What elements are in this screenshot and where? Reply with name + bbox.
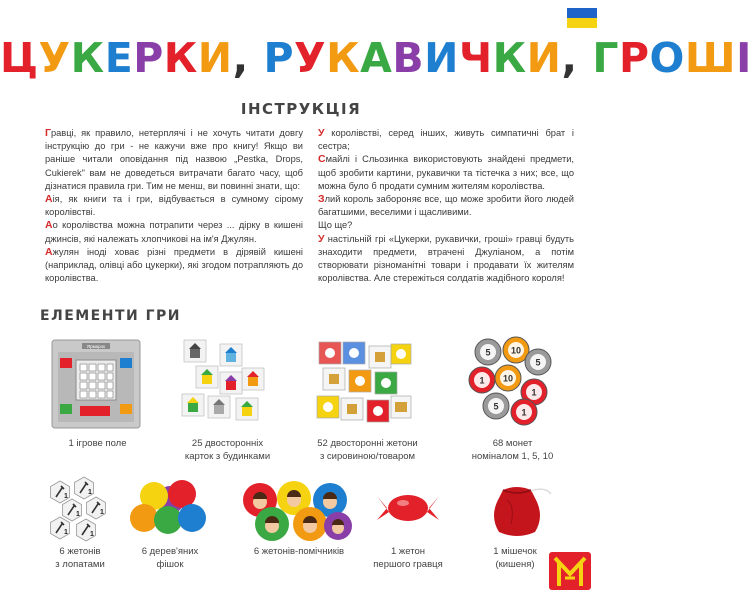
title-letter: И	[424, 34, 459, 82]
title-letter: И	[197, 34, 233, 82]
coin-value: 10	[502, 373, 514, 384]
item-label: 1 жетон першого гравця	[373, 546, 443, 570]
paragraph-text: майлі і Сльозинка використовують знайдені предмети, щоб зробити картини, рукавички та тістечка з них; все, що можна було б продати сумним жителям королівства.	[318, 154, 574, 191]
shovel-token-value: 1	[88, 489, 92, 496]
publisher-logo-icon	[545, 548, 595, 594]
intro-right-column	[318, 127, 574, 285]
title-letter: Ч	[459, 34, 493, 82]
title-letter: Е	[104, 34, 134, 82]
title-letter: Р	[133, 34, 164, 82]
paragraph-text: ія, як книги та і гри, відбувається в сумному сірому королівстві.	[45, 194, 303, 218]
shovel-token-value: 1	[64, 493, 68, 500]
item-label: 6 жетонів-помічників	[253, 546, 345, 557]
paragraph-text: королівстві, серед інших, живуть симпатичні брат і сестра;	[318, 128, 574, 152]
instructions-heading: ІНСТРУКЦІЯ	[240, 100, 362, 118]
paragraph	[318, 219, 574, 232]
wooden-pawn	[178, 504, 206, 532]
item-house-cards	[170, 438, 285, 463]
item-label: 1 ігрове поле	[68, 438, 127, 449]
wooden-pawn	[168, 480, 196, 508]
title-letter: К	[70, 34, 105, 82]
coin-value: 1	[479, 375, 485, 386]
first-player-token-image	[375, 488, 441, 528]
coin	[469, 367, 495, 393]
ukraine-flag-icon	[567, 8, 597, 28]
drop-cap: А	[45, 193, 53, 206]
title-letter: Р	[263, 34, 295, 82]
item-helper-tokens	[236, 546, 362, 559]
title-letter: К	[492, 34, 527, 82]
item-label: 68 монет номіналом 1, 5, 10	[471, 438, 554, 462]
paragraph-text: равці, як правило, нетерплячі і не хочуть читати довгу інструкцію до гри - не кажучи вже про книгу! Якщо ви раніше читали оповідання під назвою „Pestka, Drops, Cukierek" вам не доведеться витрачати багато часу, щоб дізнатися правила гри. Тим не менш, ви повинні знати, що:	[45, 128, 303, 191]
item-label: 6 жетонів з лопатами	[55, 546, 105, 570]
game-board-image	[50, 338, 142, 430]
item-label: 52 двосторонні жетони з сировиною/товаром	[317, 438, 418, 462]
item-label: 6 дерев'яних фішок	[141, 546, 199, 570]
title-letter: К	[163, 34, 198, 82]
item-first-player-token	[365, 546, 451, 571]
coin-value: 5	[535, 357, 541, 368]
item-game-board	[45, 438, 150, 451]
paragraph-text: Що ще?	[318, 220, 353, 231]
coin-value: 10	[510, 345, 522, 356]
helper-tokens-image	[242, 478, 354, 542]
title-letter: У	[38, 34, 71, 82]
title-letter	[249, 34, 264, 82]
title-letter	[578, 34, 593, 82]
coin	[475, 339, 501, 365]
components-heading: ЕЛЕМЕНТИ ГРИ	[40, 308, 182, 324]
board-label: Ярмарок	[86, 344, 106, 349]
paragraph	[45, 246, 303, 286]
house-cards-image	[180, 338, 270, 428]
drop-cap: У	[318, 127, 325, 139]
drop-cap: С	[318, 153, 326, 166]
title-letter: ,	[561, 34, 578, 82]
shovel-token	[77, 519, 96, 541]
shovel-token-value: 1	[100, 509, 104, 516]
wooden-pawns-image	[130, 478, 210, 540]
paragraph	[318, 233, 574, 286]
shovel-token-value: 1	[64, 529, 68, 536]
shovel-token	[75, 477, 94, 499]
coin-value: 1	[531, 387, 537, 398]
shovel-token-value: 1	[76, 511, 80, 518]
paragraph-text: о королівства можна потрапити через ... дірку в кишені джинсів, які належать хлопчикові на ім'я Джулян.	[45, 220, 303, 244]
coin-value: 1	[521, 407, 527, 418]
title-letter: А	[360, 34, 393, 82]
item-resource-tokens	[305, 438, 430, 463]
title-letter: Ш	[684, 34, 737, 82]
shovel-token	[51, 517, 70, 539]
drop-cap: Г	[45, 127, 51, 139]
item-wooden-pawns	[123, 546, 217, 571]
cloth-bag-image	[485, 476, 557, 540]
shovel-token-value: 1	[90, 531, 94, 538]
coin-value: 5	[485, 347, 491, 358]
game-title	[0, 34, 752, 82]
title-letter: И	[526, 34, 562, 82]
paragraph	[45, 219, 303, 245]
resource-tokens-image	[315, 338, 415, 430]
paragraph-text: лий король забороняє все, що може зробити його людей багатшими, веселими і щасливими.	[318, 194, 574, 218]
paragraph	[45, 127, 303, 193]
item-shovel-tokens	[40, 546, 120, 571]
drop-cap: У	[318, 232, 325, 245]
drop-cap: А	[45, 245, 53, 258]
item-cloth-bag	[475, 546, 555, 571]
intro-left-column	[45, 127, 303, 285]
wooden-pawn	[154, 506, 182, 534]
paragraph	[318, 153, 574, 193]
title-letter: ,	[232, 34, 249, 82]
drop-cap: З	[318, 193, 325, 206]
coin	[495, 365, 521, 391]
paragraph	[45, 193, 303, 219]
wooden-pawn	[130, 504, 158, 532]
shovel-token	[87, 497, 106, 519]
item-label: 25 двосторонніх карток з будинками	[184, 438, 271, 462]
title-letter: В	[392, 34, 425, 82]
coin-value: 5	[493, 401, 499, 412]
title-letter: Г	[592, 34, 619, 82]
title-letter: Ц	[0, 34, 39, 82]
coin	[483, 393, 509, 419]
paragraph	[318, 193, 574, 219]
shovel-tokens-image	[46, 480, 116, 542]
coins-image	[468, 336, 558, 428]
item-label: 1 мішечок (кишеня)	[493, 546, 537, 570]
coin	[525, 349, 551, 375]
paragraph-text: настільній грі «Цукерки, рукавички, гроші» гравці будуть знаходити предмети, втрачені Джуліаном, а потім створювати різноманітні товари і продавати їх жителям королівства. Але стережіться солдатів жадібного короля!	[318, 233, 574, 284]
shovel-token	[63, 499, 82, 521]
title-letter: О	[649, 34, 685, 82]
coin	[511, 399, 537, 425]
title-letter: К	[326, 34, 361, 82]
paragraph-text: жулян іноді ховає різні предмети в дірявій кишені (наприклад, олівці або цукерки), які згодом потрапляють до королівства.	[45, 246, 303, 284]
item-coins	[455, 438, 570, 463]
drop-cap: А	[45, 219, 53, 232]
title-letter: Р	[618, 34, 650, 82]
shovel-token	[51, 481, 70, 503]
paragraph	[318, 127, 574, 153]
title-letter: У	[294, 34, 327, 82]
title-letter: І	[736, 34, 752, 82]
